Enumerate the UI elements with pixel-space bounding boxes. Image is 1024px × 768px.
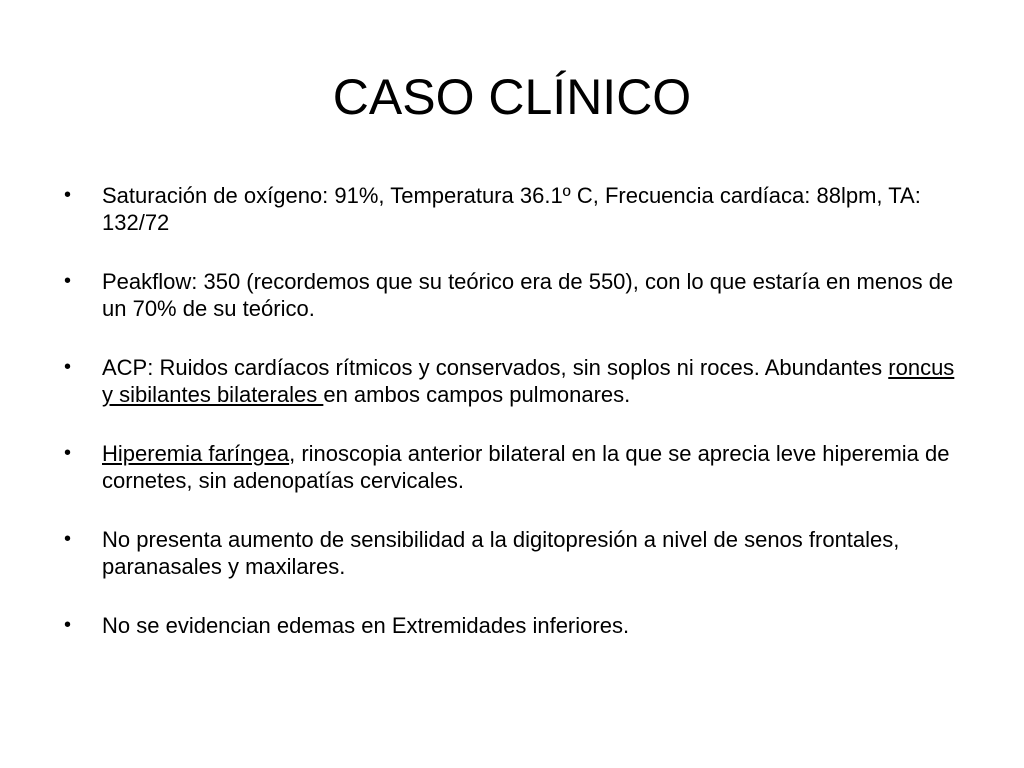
bullet-item-edema (64, 612, 964, 639)
bullet-text-continued: en ambos campos pulmonares. (323, 382, 631, 407)
bullet-item-acp (64, 354, 964, 408)
bullet-text: Saturación de oxígeno: 91%, Temperatura 36.1º C, Frecuencia cardíaca: 88lpm, TA: 132/72 (102, 183, 921, 235)
bullet-text: No se evidencian edemas en Extremidades inferiores. (102, 613, 630, 638)
bullet-dot-icon: • (64, 356, 72, 378)
bullet-dot-icon: • (64, 614, 72, 636)
bullet-dot-icon: • (64, 528, 72, 550)
bullet-dot-icon: • (64, 270, 72, 292)
bullet-underlined-text: roncus y sibilantes bilaterales (102, 355, 955, 407)
bullet-dot-icon: • (64, 184, 72, 206)
bullet-text: ACP: Ruidos cardíacos rítmicos y conservados, sin soplos ni roces. Abundantes (102, 355, 889, 380)
bullet-text: Peakflow: 350 (recordemos que su teórico era de 550), con lo que estaría en menos de un 70% de su teórico. (102, 269, 954, 321)
bullet-item-vitals (64, 182, 964, 236)
bullet-text-continued: , rinoscopia anterior bilateral en la que se aprecia leve hiperemia de cornetes, sin adenopatías cervicales. (102, 441, 950, 493)
bullet-item-sinuses (64, 526, 964, 580)
bullet-item-pharynx (64, 440, 964, 494)
slide-title: CASO CLÍNICO (332, 69, 692, 125)
bullet-text: No presenta aumento de sensibilidad a la digitopresión a nivel de senos frontales, paranasales y maxilares. (102, 527, 900, 579)
bullet-list (64, 182, 964, 671)
bullet-item-peakflow (64, 268, 964, 322)
bullet-underlined-text: Hiperemia faríngea (102, 441, 290, 466)
bullet-dot-icon: • (64, 442, 72, 464)
